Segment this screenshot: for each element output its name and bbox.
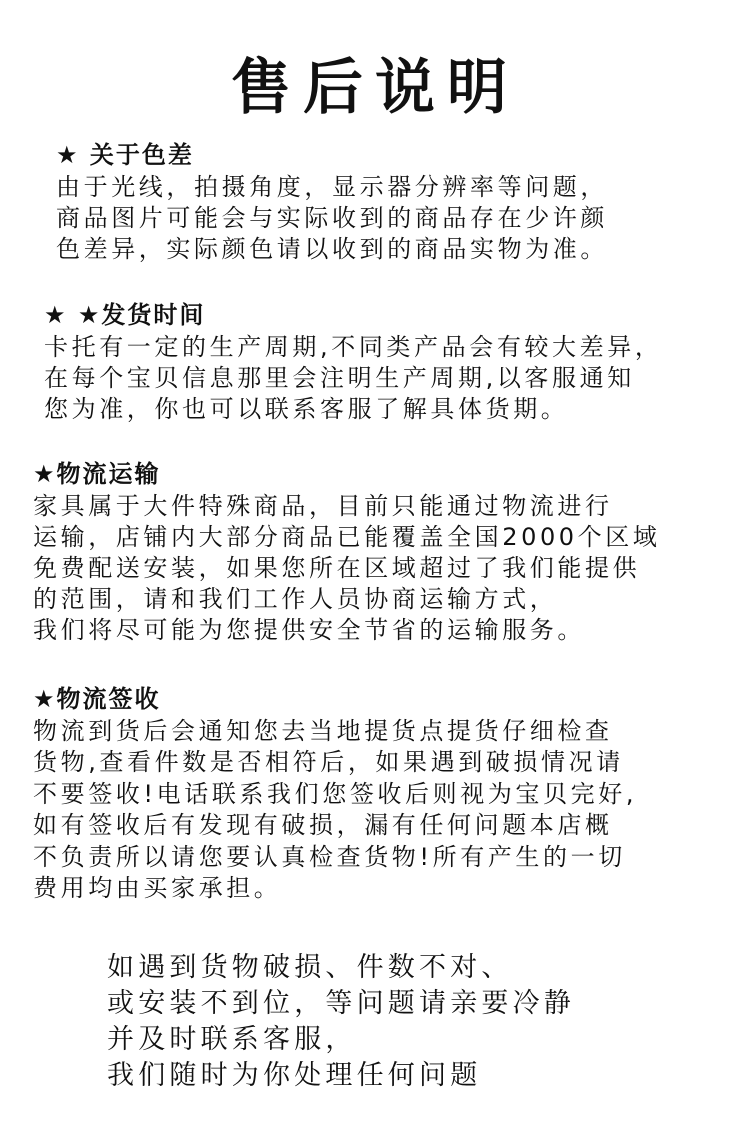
notice-line: 如遇到货物破损、件数不对、 (107, 952, 513, 983)
section-text-line: 卡托有一定的生产周期,不同类产品会有较大差异， (44, 333, 663, 361)
section-text-line: 您为准，你也可以联系客服了解具体货期。 (44, 395, 569, 423)
section-text-line: 由于光线，拍摄角度，显示器分辨率等问题， (56, 173, 608, 201)
section-logistics-signing (33, 684, 637, 904)
section-heading: ★物流签收 (33, 685, 161, 713)
section-text-line: 不要签收!电话联系我们您签收后则视为宝贝完好, (33, 779, 638, 808)
section-text-line: 的范围，请和我们工作人员协商运输方式， (33, 585, 558, 613)
section-text-line: 免费配送安装，如果您所在区域超过了我们能提供 (33, 554, 641, 582)
section-text-line: 物流到货后会通知您去当地提货点提货仔细检查 (33, 717, 613, 745)
notice-line: 并及时联系客服， (107, 1024, 357, 1055)
section-text-line: 不负责所以请您要认真检查货物!所有产生的一切 (33, 842, 626, 871)
section-text-line: 费用均由买家承担。 (33, 874, 282, 903)
notice-line: 我们随时为你处理任何问题 (107, 1060, 482, 1091)
section-text-line: 在每个宝贝信息那里会注明生产周期,以客服通知 (44, 364, 635, 392)
section-text-line: 家具属于大件特殊商品，目前只能通过物流进行 (33, 492, 613, 520)
section-text-line: 商品图片可能会与实际收到的商品存在少许颜 (56, 204, 608, 232)
section-text-line: 我们将尽可能为您提供安全节省的运输服务。 (33, 616, 585, 644)
section-heading: ★物流运输 (33, 460, 161, 488)
section-logistics-transport (33, 459, 660, 646)
section-text-line: 色差异，实际颜色请以收到的商品实物为准。 (56, 235, 608, 263)
notice-line: 或安装不到位，等问题请亲要冷静 (107, 988, 575, 1019)
section-text-line: 如有签收后有发现有破损，漏有任何问题本店概 (33, 811, 613, 840)
section-color-difference (56, 140, 608, 265)
closing-notice (107, 950, 575, 1094)
section-delivery-time (44, 300, 662, 425)
section-text-line: 运输，店铺内大部分商品已能覆盖全国2000个区域 (33, 523, 661, 551)
section-text-line: 货物,查看件数是否相符后，如果遇到破损情况请 (33, 748, 624, 777)
section-heading: ★ ★发货时间 (44, 301, 206, 329)
section-heading: ★ 关于色差 (56, 141, 194, 169)
page-title: 售后说明 (231, 53, 519, 123)
